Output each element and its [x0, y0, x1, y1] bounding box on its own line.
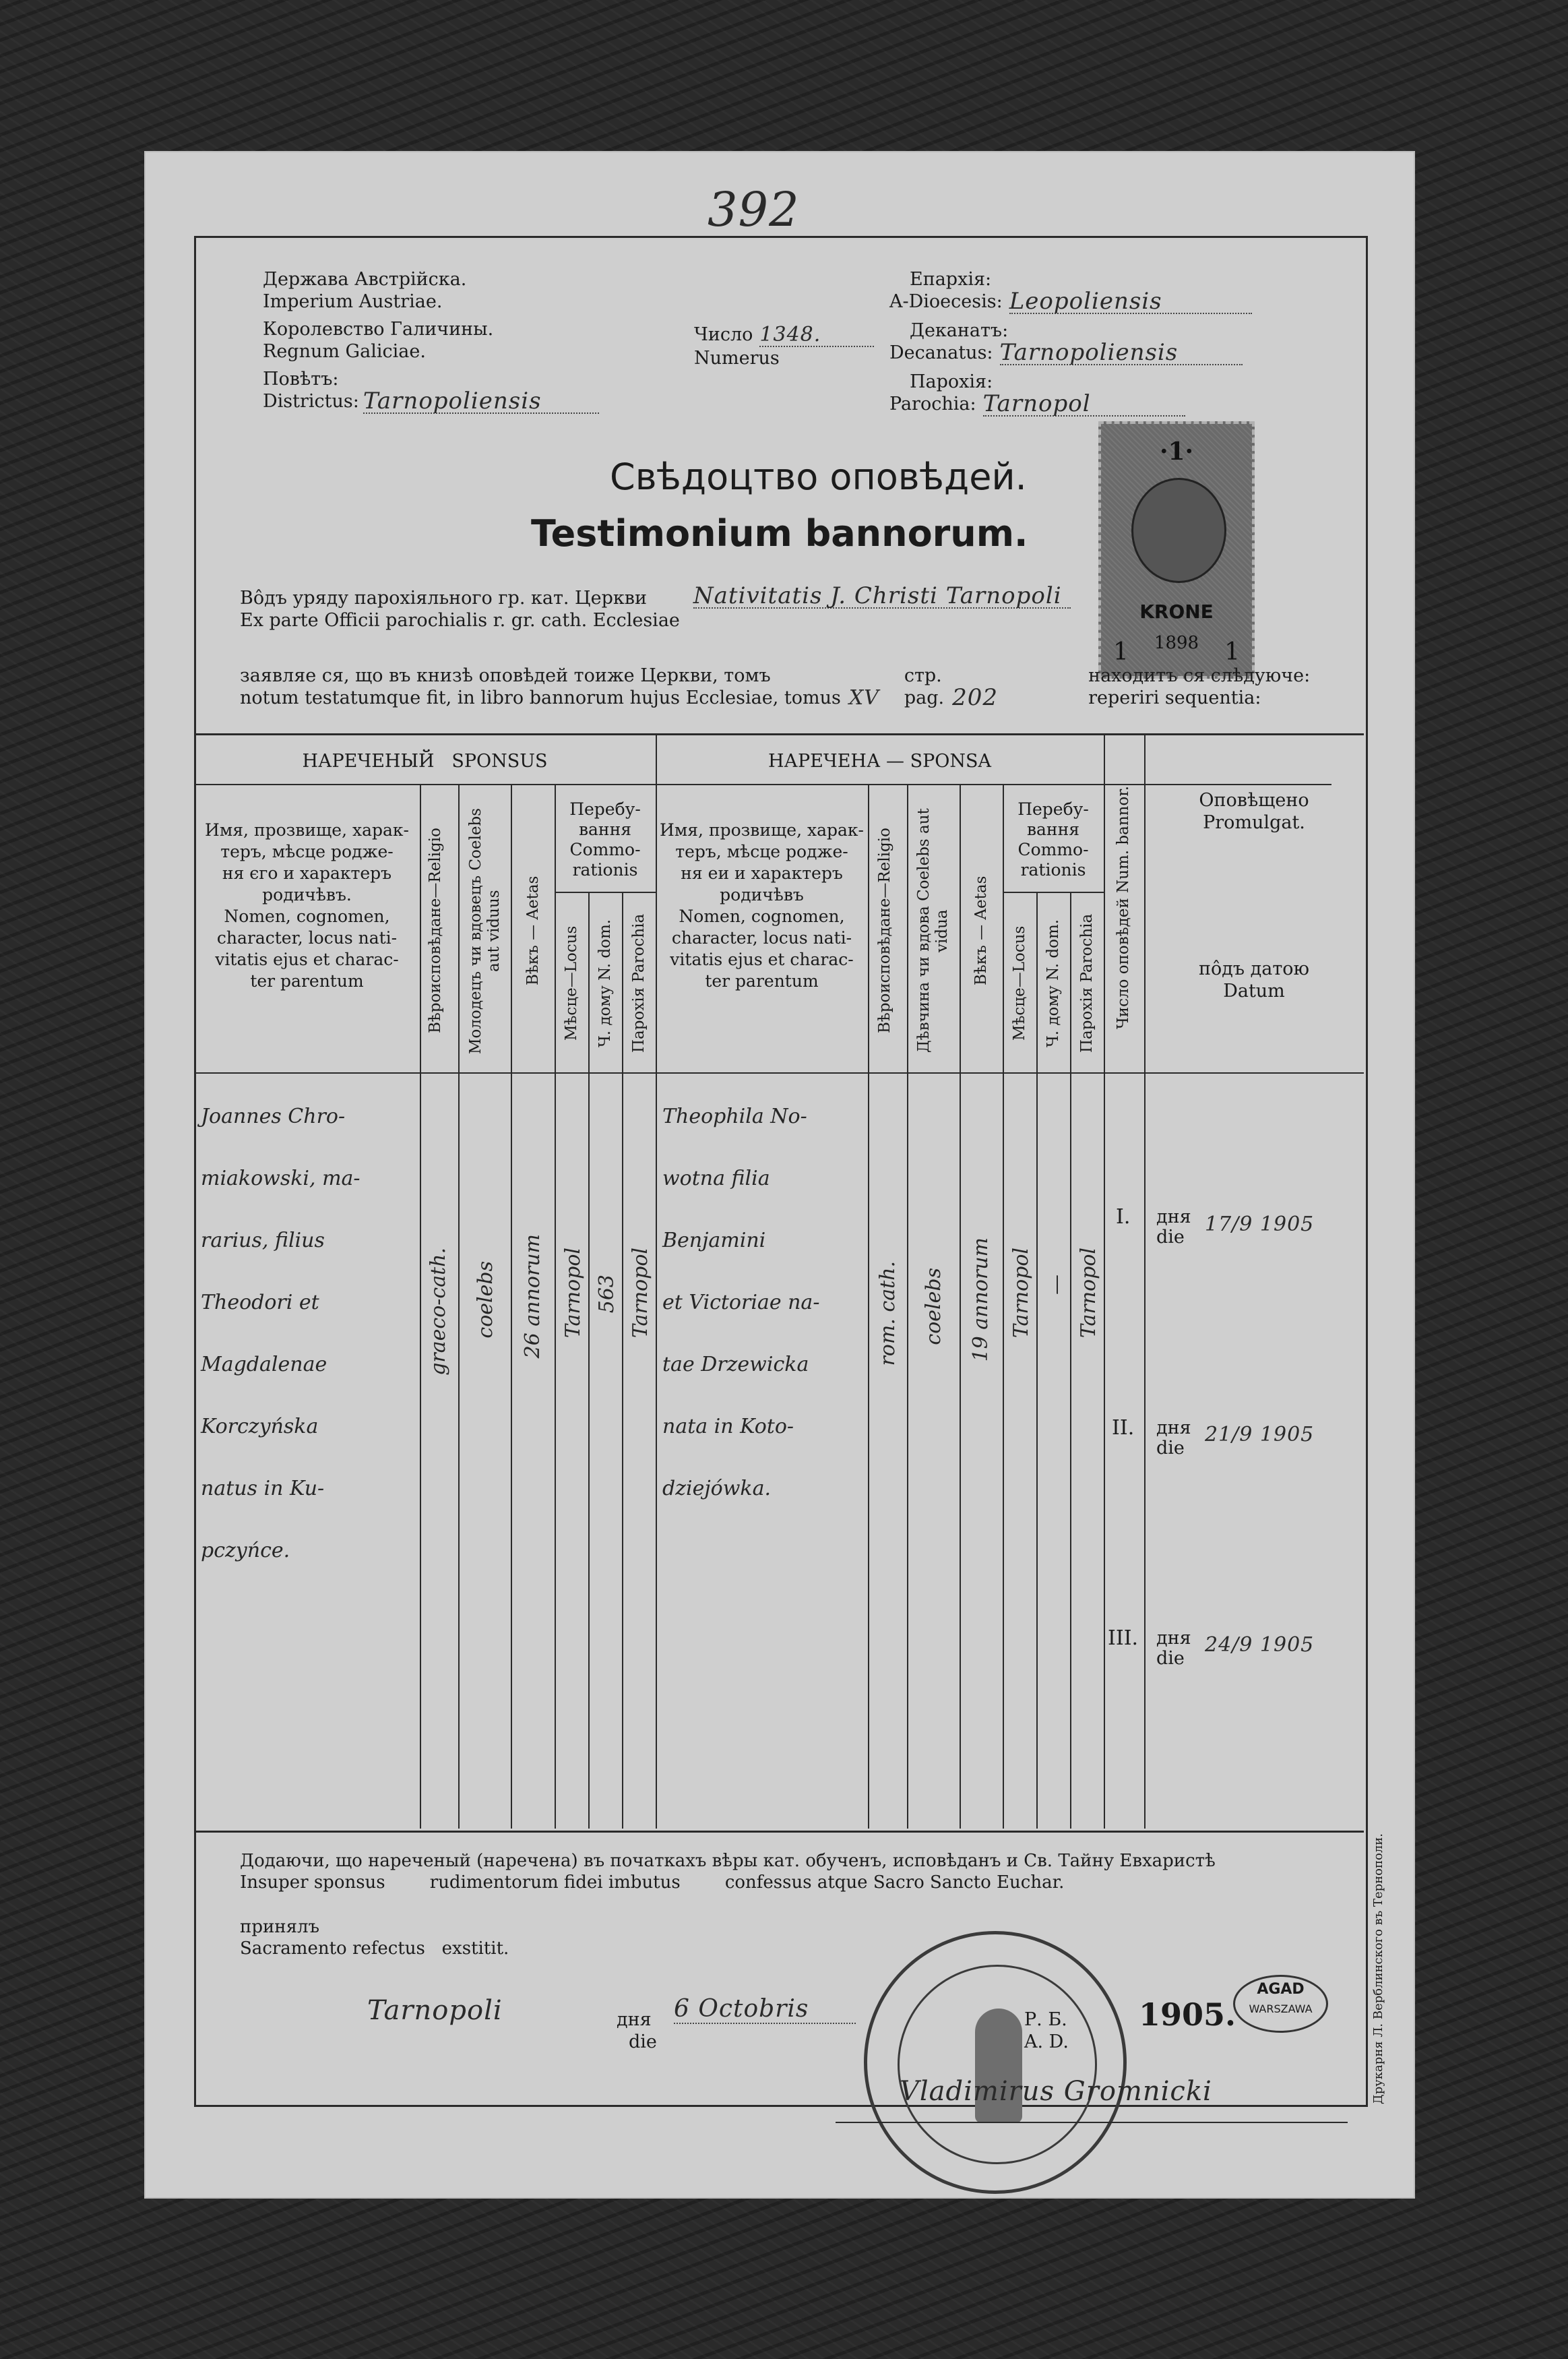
bride-coelebs-hdr: Дѣвчина чи вдова Coelebs aut vidua	[915, 808, 951, 1053]
intro-line1-ru: Вôдъ уряду парохіяльного гр. кат. Церкви	[240, 588, 647, 609]
bride-locus: Tarnopol	[1009, 1248, 1033, 1339]
intro-line1	[240, 582, 1311, 632]
eparchy-value: Leopoliensis	[1009, 290, 1252, 314]
deanery-la: Decanatus:	[889, 342, 993, 363]
groom-parochia-hdr: Парохія Parochia	[630, 913, 648, 1053]
bride-age-hdr: Вѣкъ — Aetas	[972, 876, 990, 986]
bride-parochia-hdr: Парохія Parochia	[1078, 913, 1096, 1053]
kingdom-la: Regnum Galiciae.	[263, 341, 426, 362]
bride-age: 19 annorum	[969, 1237, 993, 1362]
deanery-value: Tarnopoliensis	[1000, 342, 1243, 365]
stamp-num-right: 1	[1224, 638, 1240, 666]
stamp-portrait	[1131, 478, 1226, 583]
signature-line	[836, 2122, 1348, 2123]
groom-domus-hdr: Ч. дому N. dom.	[596, 919, 614, 1047]
found-la: reperiri sequentia:	[1088, 687, 1261, 708]
stamp-num-left: 1	[1113, 638, 1129, 666]
eparchy-ru: Епархія:	[910, 269, 992, 290]
number-block	[694, 324, 874, 369]
bride-status: coelebs	[922, 1268, 945, 1345]
hline-commor	[555, 892, 656, 893]
footer-line1-ru: Додаючи, що нареченый (наречена) въ початкахъ вѣры кат. обученъ, исповѣданъ и Св. Тайну Евхаристѣ	[240, 1851, 1216, 1871]
printer-imprint: Друкарня Л. Верблинского въ Тернополи.	[1371, 1833, 1385, 2104]
bann-1-roman: I.	[1116, 1205, 1131, 1229]
agad-stamp: AGAD WARSZAWA	[1233, 1975, 1328, 2033]
sponsa-header: НАРЕЧЕНА — SPONSA	[767, 751, 992, 772]
vline	[511, 784, 512, 1829]
sponsus-header: НАРЕЧЕНЫЙ SPONSUS	[302, 751, 548, 772]
groom-commor-hdr: Перебу-вання Commo-rationis	[569, 799, 641, 880]
vline	[622, 892, 623, 1829]
eparchy-la: A-Dioecesis:	[889, 291, 1003, 312]
parish-la: Parochia:	[889, 394, 976, 415]
groom-name-col: Имя, прозвище, харак- теръ, мѣсце родже- ня єго и характеръ родичѣвъ. Nomen, cognomen, character, locus nati- vitatis ejus et charac- ter parentum	[205, 820, 409, 991]
found-ru: находитъ ся слѣдуюче:	[1088, 665, 1311, 686]
stamp-year: 1898	[1154, 633, 1199, 653]
footer-line2-ru: принялъ	[240, 1917, 320, 1937]
rb-ad: Р. Б. A. D.	[1024, 2009, 1069, 2052]
state-ru: Держава Австрійска.	[263, 269, 467, 290]
parish-ru: Парохія:	[910, 371, 993, 392]
bride-parochia: Tarnopol	[1077, 1248, 1100, 1339]
promulg-hdr: Оповѣщено Promulgat.	[1199, 790, 1309, 833]
groom-age: 26 annorum	[521, 1234, 544, 1359]
vline-date	[1144, 735, 1146, 1829]
date-value: 6 Octobris	[674, 1995, 856, 2024]
intro-line2-ru: заявляе ся, що въ книзѣ оповѣдей тоиже Церкви, томъ	[240, 665, 771, 686]
district-ru: Повѣтъ:	[263, 369, 339, 390]
vline	[420, 784, 421, 1829]
page-la: pag.	[904, 687, 945, 708]
tome-value: XV	[848, 686, 879, 710]
groom-coelebs-hdr: Молодецъ чи вдовецъ Coelebs aut viduus	[467, 807, 503, 1054]
vline	[868, 784, 869, 1829]
header-left	[263, 268, 599, 414]
revenue-stamp	[1098, 421, 1255, 679]
number-ru: Число	[694, 324, 753, 345]
footer-line2-la: Sacramento refectus exstitit.	[240, 1938, 509, 1959]
bride-religion-hdr: Вѣроисповѣдане—Religio	[876, 828, 893, 1034]
bride-entry: Theophila No- wotna filia Benjamini et Victoriae na- tae Drzewicka nata in Koto- dziejówka.	[662, 1105, 820, 1500]
groom-locus: Tarnopol	[561, 1248, 585, 1339]
vline	[1070, 892, 1071, 1829]
bride-commor-hdr: Перебу-вання Commo-rationis	[1017, 799, 1089, 880]
groom-parochia: Tarnopol	[629, 1248, 652, 1339]
bride-religion: rom. cath.	[876, 1261, 900, 1366]
state-la: Imperium Austriae.	[263, 291, 443, 312]
vline	[1003, 784, 1004, 1829]
hline-header-bottom	[194, 1072, 1364, 1074]
bann-2-day: дня die	[1156, 1417, 1191, 1459]
vline	[1036, 892, 1038, 1829]
parish-value: Tarnopol	[983, 393, 1185, 417]
bride-locus-hdr: Мѣсце—Locus	[1011, 925, 1028, 1041]
deanery-ru: Деканатъ:	[910, 320, 1009, 341]
header-right	[889, 268, 1252, 417]
title-ru: Свѣдоцтво оповѣдей.	[610, 456, 1027, 498]
footer-line1-la: Insuper sponsus rudimentorum fidei imbutus confessus atque Sacro Sancto Euchar.	[240, 1872, 1065, 1893]
parish-seal	[864, 1931, 1127, 2194]
bann-3-day: дня die	[1156, 1628, 1191, 1669]
bride-domus: —	[1044, 1275, 1068, 1295]
bann-2-date: 21/9 1905	[1205, 1423, 1315, 1446]
district-value: Tarnopoliensis	[363, 390, 599, 414]
hline-commor-f	[1003, 892, 1104, 893]
title-la: Testimonium bannorum.	[531, 512, 1028, 555]
vline	[588, 892, 590, 1829]
bann-1-day: дня die	[1156, 1206, 1191, 1248]
banns-table	[194, 733, 1364, 1833]
intro-line2	[240, 665, 1331, 709]
vline-num	[1104, 735, 1105, 1829]
place-day: дня die	[617, 2009, 657, 2052]
page-value: 202	[952, 684, 998, 711]
district-la: Districtus:	[263, 391, 359, 412]
vline	[960, 784, 961, 1829]
num-bann-hdr: Число оповѣдей Num. bannor.	[1115, 785, 1132, 1029]
groom-age-hdr: Вѣкъ — Aetas	[524, 876, 542, 986]
bride-name-col: Имя, прозвище, харак- теръ, мѣсце родже- ня еи и характеръ родичѣвъ Nomen, cognomen, character, locus nati- vitatis ejus et charac- ter parentum	[660, 820, 864, 991]
year-value: 1905.	[1139, 1996, 1236, 2033]
archive-number: 392	[708, 182, 800, 237]
groom-locus-hdr: Мѣсце—Locus	[563, 925, 580, 1041]
church-value: Nativitatis J. Christi Tarnopoli	[693, 585, 1071, 609]
groom-religion-hdr: Вѣроисповѣдане—Religio	[427, 828, 444, 1034]
kingdom-ru: Королевство Галичины.	[263, 319, 494, 340]
groom-religion: graeco-cath.	[427, 1248, 450, 1376]
bann-3-date: 24/9 1905	[1205, 1633, 1315, 1657]
footer-text	[240, 1850, 1331, 1959]
number-la: Numerus	[694, 348, 780, 369]
intro-line2-la: notum testatumque fit, in libro bannorum hujus Ecclesiae, tomus	[240, 687, 841, 708]
bann-2-roman: II.	[1112, 1416, 1135, 1440]
hline-sub-header	[194, 784, 1331, 785]
groom-domus: 563	[595, 1275, 619, 1314]
priest-signature: Vladimirus Gromnicki	[900, 2076, 1212, 2107]
number-value: 1348.	[759, 324, 874, 347]
place-value: Tarnopoli	[367, 1995, 503, 2026]
intro-line1-la: Ex parte Officii parochialis r. gr. cath. Ecclesiae	[240, 610, 680, 631]
stamp-krone: KRONE	[1139, 601, 1214, 623]
groom-status: coelebs	[474, 1261, 497, 1339]
vline	[458, 784, 460, 1829]
vline	[555, 784, 556, 1829]
stamp-value: ·1·	[1159, 437, 1194, 466]
vline	[907, 784, 908, 1829]
date-hdr: пôдъ датою Datum	[1198, 958, 1310, 1002]
page-ru: стр.	[904, 665, 942, 686]
bann-3-roman: III.	[1108, 1626, 1139, 1650]
groom-entry: Joannes Chro- miakowski, ma- rarius, filius Theodori et Magdalenae Korczyńska natus in Ku- pczyńce.	[201, 1105, 360, 1562]
bride-domus-hdr: Ч. дому N. dom.	[1044, 919, 1062, 1047]
bann-1-date: 17/9 1905	[1205, 1213, 1315, 1236]
